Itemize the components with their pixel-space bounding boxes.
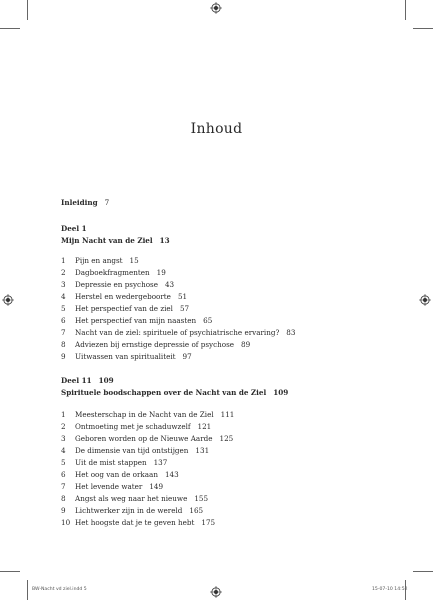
part1-subtitle: Mijn Nacht van de Ziel: [61, 236, 153, 245]
toc-entry-number: 1: [61, 256, 66, 265]
toc-entry-title: Het oog van de orkaan: [75, 470, 158, 479]
crop-mark: [27, 0, 28, 20]
part2-subtitle: Spirituele boodschappen over de Nacht van de Ziel: [61, 388, 267, 397]
toc-entry-page: 137: [153, 458, 168, 467]
toc-entry: [61, 446, 209, 455]
toc-entry-number: 6: [61, 316, 66, 325]
part2-heading-page: 109: [98, 376, 114, 385]
toc-entry-title: Angst als weg naar het nieuwe: [75, 494, 188, 503]
toc-entry-title: Geboren worden op de Nieuwe Aarde: [75, 434, 213, 443]
toc-entry-number: 2: [61, 422, 66, 431]
toc-intro-label: Inleiding: [61, 198, 98, 207]
crop-mark: [413, 28, 433, 29]
toc-entry-number: 3: [61, 434, 66, 443]
toc-entry: [61, 304, 189, 313]
toc-entry: [61, 328, 295, 337]
part1-heading: Deel 1: [61, 224, 87, 233]
part1-page: 13: [159, 236, 170, 245]
toc-entry: [61, 434, 233, 443]
toc-entry-page: 175: [201, 518, 216, 527]
toc-entry-page: 111: [220, 410, 235, 419]
page-title: Inhoud: [190, 121, 243, 137]
toc-entry-title: Het levende water: [75, 482, 143, 491]
toc-entry-page: 57: [179, 304, 190, 313]
toc-entry-number: 5: [61, 458, 66, 467]
toc-entry-page: 155: [194, 494, 209, 503]
slug-timestamp: 15-07-10 14:52: [372, 587, 408, 592]
toc-entry-page: 125: [219, 434, 234, 443]
toc-entry-number: 4: [61, 292, 66, 301]
toc-entry-title: Het perspectief van de ziel: [75, 304, 173, 313]
toc-entry-number: 8: [61, 494, 66, 503]
toc-entry-title: Lichtwerker zijn in de wereld: [75, 506, 183, 515]
toc-intro-page: 7: [104, 198, 110, 207]
toc-entry-number: 4: [61, 446, 66, 455]
toc-entry: [61, 280, 174, 289]
toc-entry-page: 121: [197, 422, 212, 431]
registration-mark-icon: [2, 294, 14, 306]
crop-mark: [0, 571, 20, 572]
part2-heading: Deel 11: [61, 376, 92, 385]
toc-entry-page: 83: [286, 328, 296, 337]
toc-entry-page: 19: [156, 268, 166, 277]
toc-entry-number: 1: [61, 410, 66, 419]
crop-mark: [27, 580, 28, 600]
toc-entry-title: De dimensie van tijd ontstijgen: [75, 446, 189, 455]
toc-entry: [61, 506, 203, 515]
toc-entry-title: Dagboekfragmenten: [75, 268, 150, 277]
toc-entry-page: 89: [241, 340, 251, 349]
toc-entry: [61, 316, 212, 325]
toc-entry-page: 143: [164, 470, 179, 479]
toc-entry-title: Pijn en angst: [75, 256, 123, 265]
toc-entry: [61, 458, 167, 467]
toc-entry: [61, 340, 250, 349]
toc-entry-page: 51: [177, 292, 188, 301]
toc-entry: [61, 470, 179, 479]
registration-mark-icon: [210, 586, 222, 598]
crop-mark: [405, 0, 406, 20]
toc-entry-number: 3: [61, 280, 66, 289]
toc-entry-title: Herstel en wedergeboorte: [75, 292, 171, 301]
crop-mark: [413, 571, 433, 572]
toc-entry: [61, 518, 215, 527]
toc-entry-number: 8: [61, 340, 66, 349]
toc-entry-title: Het perspectief van mijn naasten: [75, 316, 197, 325]
toc-entry-title: Adviezen bij ernstige depressie of psychose: [75, 340, 235, 349]
toc-entry-number: 2: [61, 268, 66, 277]
toc-entry-number: 6: [61, 470, 66, 479]
toc-intro: [61, 198, 109, 207]
toc-entry: [61, 256, 139, 265]
toc-entry-title: Nacht van de ziel: spirituele of psychiatrische ervaring?: [75, 328, 280, 337]
toc-entry-title: Ontmoeting met je schaduwzelf: [75, 422, 191, 431]
toc-entry-page: 97: [182, 352, 192, 361]
toc-entry: [61, 410, 234, 419]
toc-entry: [61, 422, 211, 431]
toc-entry: [61, 292, 187, 301]
toc-entry-number: 10: [61, 518, 71, 527]
registration-mark-icon: [210, 2, 222, 14]
toc-entry-number: 7: [61, 482, 66, 491]
toc-entry: [61, 352, 192, 361]
toc-entry-number: 9: [61, 352, 66, 361]
registration-mark-icon: [419, 294, 431, 306]
toc-entry-number: 5: [61, 304, 66, 313]
toc-entry-title: Uitwassen van spiritualiteit: [75, 352, 176, 361]
toc-entry-number: 9: [61, 506, 66, 515]
part1-subtitle-line: [61, 236, 170, 245]
toc-entry: [61, 494, 208, 503]
crop-mark: [0, 28, 20, 29]
toc-entry: [61, 482, 163, 491]
toc-entry-title: Het hoogste dat je te geven hebt: [75, 518, 195, 527]
toc-entry-page: 43: [164, 280, 175, 289]
part2-heading-line: [61, 376, 114, 385]
toc-entry-title: Depressie en psychose: [75, 280, 158, 289]
part2-page: 109: [273, 388, 289, 397]
toc-entry: [61, 268, 166, 277]
toc-entry-page: 165: [189, 506, 204, 515]
slug-filename: BW-Nacht vd ziel.indd 5: [32, 587, 87, 592]
toc-entry-number: 7: [61, 328, 66, 337]
part2-subtitle-line: [61, 388, 288, 397]
toc-entry-title: Meesterschap in de Nacht van de Ziel: [75, 410, 214, 419]
toc-entry-page: 149: [149, 482, 164, 491]
toc-entry-title: Uit de mist stappen: [75, 458, 147, 467]
toc-entry-page: 131: [195, 446, 210, 455]
toc-entry-page: 65: [203, 316, 213, 325]
toc-entry-page: 15: [129, 256, 139, 265]
